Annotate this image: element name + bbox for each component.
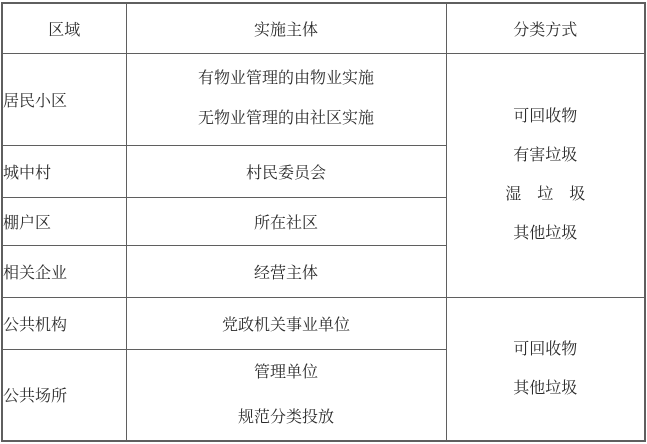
subject-cell-shanty-area: 所在社区 (126, 197, 446, 245)
classification-line: 可回收物 (513, 340, 578, 358)
classification-line: 有害垃圾 (513, 147, 578, 164)
region-cell-residential: 居民小区 (2, 53, 126, 145)
subject-cell-public-institutions: 党政机关事业单位 (126, 297, 446, 349)
region-cell-urban-village: 城中村 (2, 145, 126, 197)
subject-cell-residential (126, 53, 446, 145)
classification-line: 其他垃圾 (513, 225, 578, 242)
classification-cell-group1 (446, 53, 645, 297)
subject-line: 规范分类投放 (237, 408, 334, 426)
region-cell-enterprises: 相关企业 (2, 245, 126, 297)
subject-line: 管理单位 (253, 363, 318, 381)
region-cell-shanty-area: 棚户区 (2, 197, 126, 245)
subject-line: 无物业管理的由社区实施 (197, 110, 374, 127)
header-classification: 分类方式 (446, 3, 645, 53)
classification-line: 可回收物 (513, 108, 578, 125)
subject-cell-public-places (126, 349, 446, 441)
header-region: 区域 (2, 3, 126, 53)
region-cell-public-institutions: 公共机构 (2, 297, 126, 349)
classification-line: 湿 垃 圾 (505, 186, 586, 203)
subject-cell-enterprises: 经营主体 (126, 245, 446, 297)
table-row-public-institutions (2, 297, 645, 349)
subject-cell-urban-village: 村民委员会 (126, 145, 446, 197)
waste-sorting-table (1, 2, 646, 442)
classification-line: 其他垃圾 (513, 379, 578, 397)
header-row (2, 3, 645, 53)
subject-line: 有物业管理的由物业实施 (197, 70, 374, 87)
header-subject: 实施主体 (126, 3, 446, 53)
region-cell-public-places: 公共场所 (2, 349, 126, 441)
table-row-residential (2, 53, 645, 145)
classification-cell-group2 (446, 297, 645, 441)
